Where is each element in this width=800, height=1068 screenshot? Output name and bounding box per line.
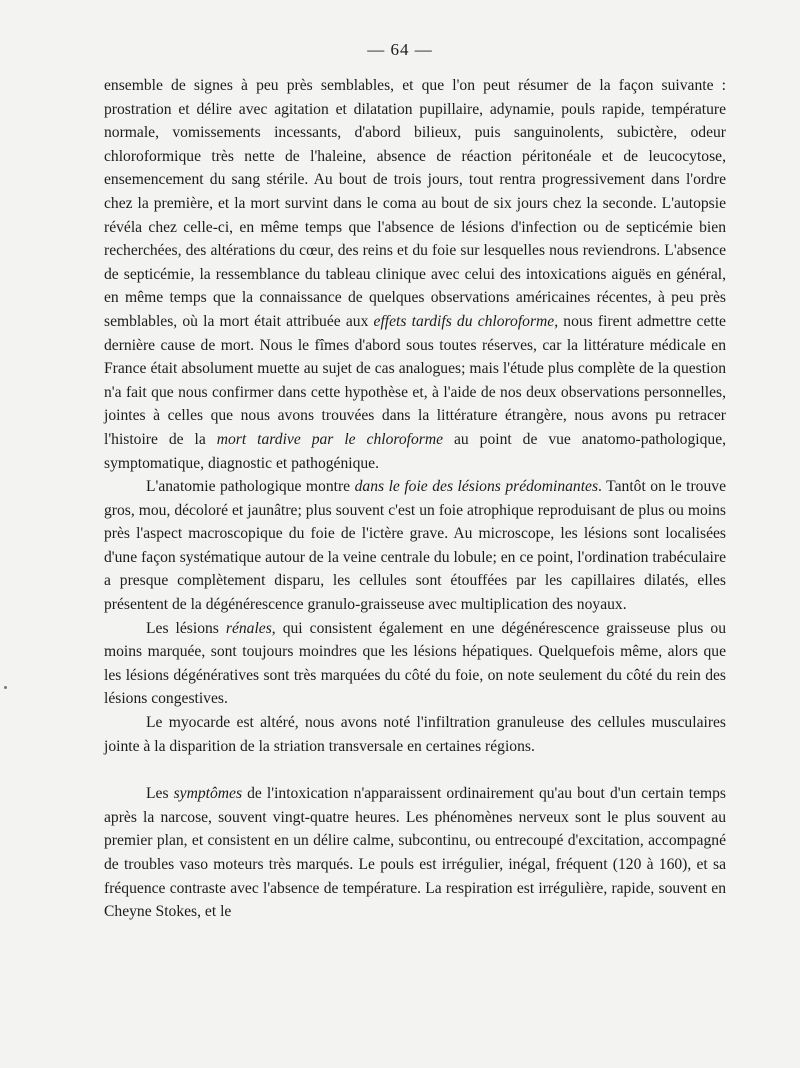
paragraph-5 bbox=[104, 782, 726, 924]
paragraph-1-text-a: ensemble de signes à peu près semblables, et que l'on peut résumer de la façon suivante : prostration et délire avec agitation et dilatation pupillaire, adynamie, pouls rapide, température normale, vomissements incessants, d'abord bilieux, puis sanguinolents, subictère, odeur chloroformique très nette de l'haleine, absence de réaction péritonéale et de leucocytose, ensemencement du sang stérile. Au bout de trois jours, tout rentra progressivement dans l'ordre chez la première, et la mort survint dans le coma au bout de six jours chez la seconde. L'autopsie révéla chez celle-ci, en même temps que l'absence de lésions d'infection ou de septicémie bien recherchées, des altérations du cœur, des reins et du foie sur lesquelles nous reviendrons. L'absence de septicémie, la ressemblance du tableau clinique avec celui des intoxications aiguës en général, en même temps que la connaissance de quelques observations américaines récentes, à peu près semblables, où la mort était attribuée aux bbox=[104, 77, 726, 330]
paragraph-2 bbox=[104, 475, 726, 617]
paragraph-3-text-c: , qui consistent également en une dégénérescence graisseuse plus ou moins marquée, sont toujours moindres que les lésions hépatiques. Quelquefois même, alors que les lésions dégénératives sont très marquées du côté du foie, on note seulement du côté du rein des lésions congestives. bbox=[104, 619, 726, 708]
paragraph-3-italic-b: rénales bbox=[225, 619, 272, 637]
paragraph-4 bbox=[104, 711, 726, 758]
paragraph-1 bbox=[104, 74, 726, 475]
paragraph-1-text-c: , nous firent admettre cette dernière cause de mort. Nous le fîmes d'abord sous toutes réserves, car la littérature médicale en France était absolument muette au sujet de cas analogues; mais l'étude plus complète de la question n'a fait que nous confirmer dans cette hypothèse et, à l'aide de nos deux observations personnelles, jointes à celles que nous avons trouvées dans la littérature étrangère, nous avons pu retracer l'histoire de la bbox=[104, 312, 726, 448]
paragraph-1-italic-b: effets tardifs du chloroforme bbox=[373, 312, 555, 330]
paragraph-5-italic-b: symptômes bbox=[173, 785, 243, 803]
paragraph-5-text-c: de l'intoxication n'apparaissent ordinairement qu'au bout d'un certain temps après la narcose, souvent vingt-quatre heures. Les phénomènes nerveux sont le plus souvent au premier plan, et consistent en un délire calme, subcontinu, ou entrecoupé d'excitation, accompagné de troubles vaso moteurs très marqués. Le pouls est irrégulier, inégal, fréquent (120 à 160), et sa fréquence contraste avec l'absence de température. La respiration est irrégulière, rapide, souvent en Cheyne Stokes, et le bbox=[104, 785, 726, 921]
paragraph-4-text-a: Le myocarde est altéré, nous avons noté l'infiltration granuleuse des cellules musculaires jointe à la disparition de la striation transversale en certaines régions. bbox=[104, 714, 726, 755]
margin-speck bbox=[4, 686, 7, 689]
paragraph-3 bbox=[104, 617, 726, 711]
paragraph-3-text-a: Les lésions bbox=[146, 619, 226, 637]
paragraph-5-text-a: Les bbox=[146, 785, 174, 803]
paragraph-1-italic-d: mort tardive par le chloroforme bbox=[216, 430, 444, 448]
paragraph-2-text-a: L'anatomie pathologique montre bbox=[146, 478, 355, 496]
paragraph-2-italic-b: dans le foie des lésions prédominantes bbox=[354, 478, 599, 496]
paragraph-1-text-e: au point de vue anatomo-pathologique, symptomatique, diagnostic et pathogénique. bbox=[104, 430, 727, 472]
body-text bbox=[104, 74, 726, 924]
paragraph-2-text-c: . Tantôt on le trouve gros, mou, décoloré et jaunâtre; plus souvent c'est un foie atrophique reproduisant de plus ou moins près l'aspect macroscopique du foie de l'ictère grave. Au microscope, les lésions sont localisées d'une façon systématique autour de la veine centrale du lobule; en ce point, l'ordination trabéculaire a presque complètement disparu, les cellules sont étouffées par les capillaires dilatés, elles présentent de la dégénérescence granulo-graisseuse avec multiplication des noyaux. bbox=[104, 478, 726, 614]
page-number: — 64 — bbox=[367, 40, 433, 59]
